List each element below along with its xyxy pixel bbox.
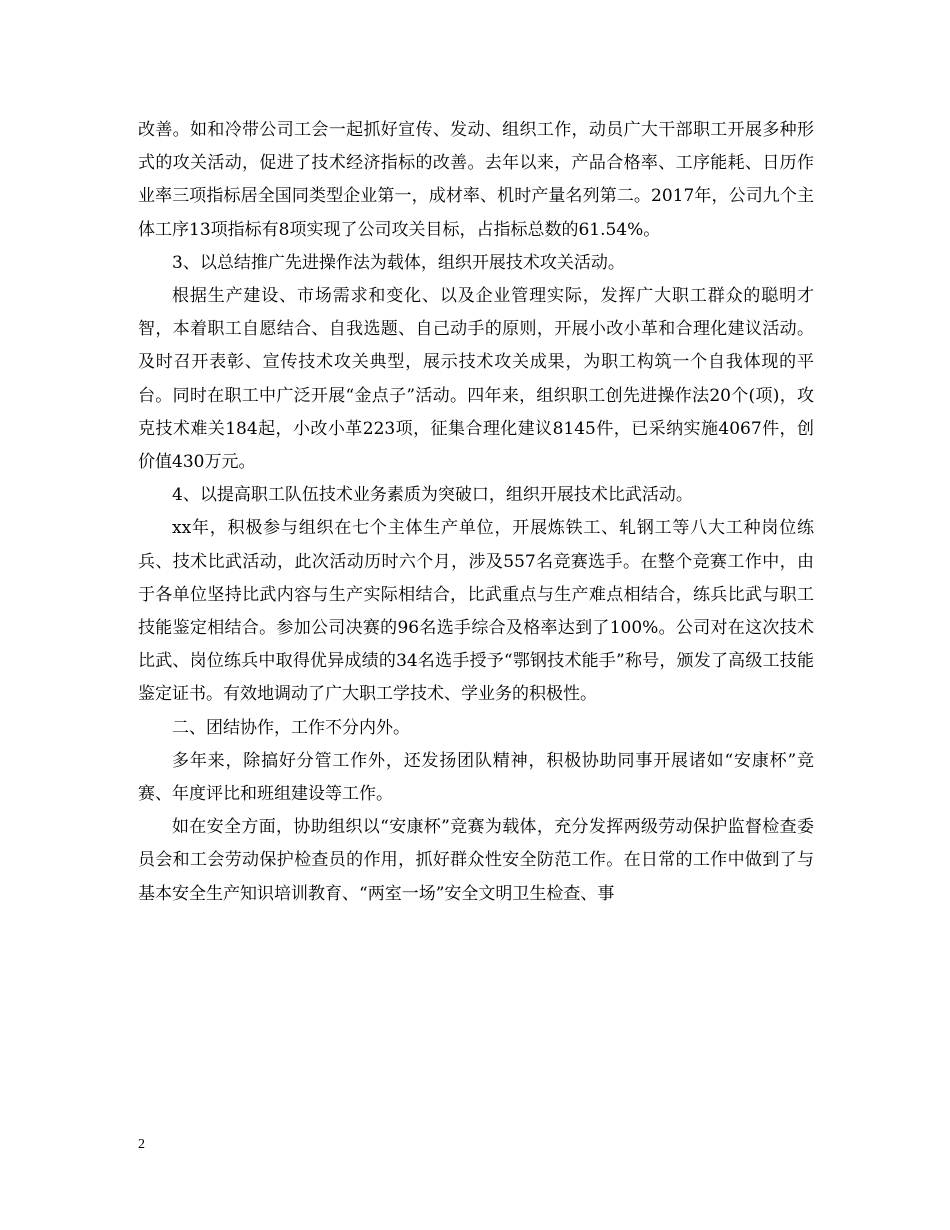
body-text [138,114,814,911]
paragraph-5: xx年，积极参与组织在七个主体生产单位，开展炼铁工、轧钢工等八大工种岗位练兵、技术比武活动，此次活动历时六个月，涉及557名竞赛选手。在整个竞赛工作中，由于各单位坚持比武内容与生产实际相结合，比武重点与生产难点相结合，练兵比武与职工技能鉴定相结合。参加公司决赛的96名选手综合及格率达到了100%。公司对在这次技术比武、岗位练兵中取得优异成绩的34名选手授予“鄂钢技术能手”称号，颁发了高级工技能鉴定证书。有效地调动了广大职工学技术、学业务的积极性。 [138,518,814,705]
paragraph-2-heading: 3、以总结推广先进操作法为载体，组织开展技术攻关活动。 [172,252,625,273]
page-number: 2 [138,1137,145,1152]
paragraph-6-heading: 二、团结协作，工作不分内外。 [172,717,410,738]
paragraph-4-heading: 4、以提高职工队伍技术业务素质为突破口，组织开展技术比武活动。 [172,485,693,506]
paragraph-7: 多年来，除搞好分管工作外，还发扬团队精神，积极协助同事开展诸如“安康杯”竞赛、年度评比和班组建设等工作。 [138,750,814,805]
paragraph-1: 改善。如和冷带公司工会一起抓好宣传、发动、组织工作，动员广大干部职工开展多种形式的攻关活动，促进了技术经济指标的改善。去年以来，产品合格率、工序能耗、日历作业率三项指标居全国同类型企业第一，成材率、机时产量名列第二。2017年，公司九个主体工序13项指标有8项实现了公司攻关目标，占指标总数的61.54%。 [138,120,814,240]
paragraph-3: 根据生产建设、市场需求和变化、以及企业管理实际，发挥广大职工群众的聪明才智，本着职工自愿结合、自我选题、自己动手的原则，开展小改小革和合理化建议活动。及时召开表彰、宣传技术攻关典型，展示技术攻关成果，为职工构筑一个自我体现的平台。同时在职工中广泛开展“金点子”活动。四年来，组织职工创先进操作法20个(项)，攻克技术难关184起，小改小革223项，征集合理化建议8145件，已采纳实施4067件，创价值430万元。 [138,286,814,473]
paragraph-8: 如在安全方面，协助组织以“安康杯”竞赛为载体，充分发挥两级劳动保护监督检查委员会和工会劳动保护检查员的作用，抓好群众性安全防范工作。在日常的工作中做到了与基本安全生产知识培训教育、“两室一场”安全文明卫生检查、事 [138,817,814,904]
